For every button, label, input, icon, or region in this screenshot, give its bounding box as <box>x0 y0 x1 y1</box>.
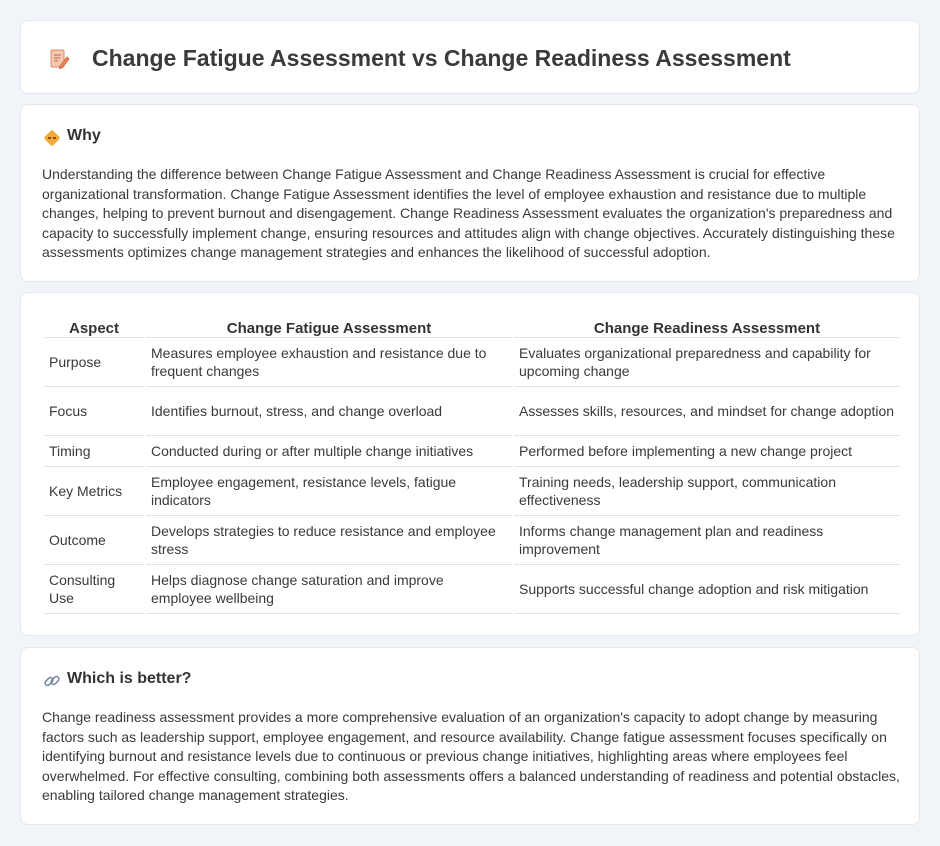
header-card <box>20 20 920 94</box>
table-row <box>44 564 900 613</box>
aspect-cell: Key Metrics <box>44 466 145 515</box>
document-edit-icon <box>48 48 70 70</box>
aspect-cell: Timing <box>44 435 145 466</box>
fatigue-cell: Conducted during or after multiple change initiatives <box>145 435 513 466</box>
fatigue-cell: Employee engagement, resistance levels, fatigue indicators <box>145 466 513 515</box>
table-row <box>44 435 900 466</box>
comparison-section <box>20 292 920 636</box>
table-row <box>44 466 900 515</box>
readiness-cell: Performed before implementing a new change project <box>513 435 900 466</box>
page-title: Change Fatigue Assessment vs Change Readiness Assessment <box>92 45 791 71</box>
aspect-cell: Purpose <box>44 337 145 386</box>
which-better-section <box>20 647 920 825</box>
table-row <box>44 337 900 386</box>
aspect-cell: Consulting Use <box>44 564 145 613</box>
aspect-cell: Focus <box>44 386 145 435</box>
column-header: Change Fatigue Assessment <box>145 315 513 337</box>
aspect-cell: Outcome <box>44 515 145 564</box>
readiness-cell: Training needs, leadership support, communication effectiveness <box>513 466 900 515</box>
comparison-table <box>44 315 900 614</box>
readiness-cell: Informs change management plan and readiness improvement <box>513 515 900 564</box>
why-section <box>20 104 920 282</box>
fatigue-cell: Develops strategies to reduce resistance and employee stress <box>145 515 513 564</box>
readiness-cell: Assesses skills, resources, and mindset for change adoption <box>513 386 900 435</box>
better-title: Which is better? <box>67 670 192 687</box>
table-row <box>44 386 900 435</box>
why-title: Why <box>67 127 101 144</box>
column-header: Aspect <box>44 315 145 337</box>
why-text: Understanding the difference between Change Fatigue Assessment and Change Readiness Assessment is crucial for effective organizational transformation. Change Fatigue Assessment identifies the level of employee exhaustion and resistance due to multiple changes, helping to prevent burnout and disengagement. Change Readiness Assessment evaluates the organization's preparedness and capacity to successfully implement change, ensuring resources and attitudes align with change objectives. Accurately distinguishing these assessments optimizes change management strategies and enhances the likelihood of successful adoption. <box>42 166 895 261</box>
fatigue-cell: Measures employee exhaustion and resistance due to frequent changes <box>145 337 513 386</box>
readiness-cell: Evaluates organizational preparedness and capability for upcoming change <box>513 337 900 386</box>
diamond-warning-icon <box>43 129 61 147</box>
table-header-row <box>44 315 900 337</box>
better-text: Change readiness assessment provides a more comprehensive evaluation of an organization's capacity to adopt change by measuring factors such as leadership support, employee engagement, and resource availability. Change fatigue assessment focuses specifically on identifying burnout and resistance levels due to continuous or previous change initiatives, highlighting areas where employees feel overwhelmed. For effective consulting, combining both assessments offers a balanced understanding of readiness and potential obstacles, enabling tailored change management strategies. <box>42 709 900 804</box>
readiness-cell: Supports successful change adoption and risk mitigation <box>513 564 900 613</box>
link-icon <box>43 672 61 690</box>
table-row <box>44 515 900 564</box>
fatigue-cell: Helps diagnose change saturation and improve employee wellbeing <box>145 564 513 613</box>
fatigue-cell: Identifies burnout, stress, and change overload <box>145 386 513 435</box>
column-header: Change Readiness Assessment <box>513 315 900 337</box>
